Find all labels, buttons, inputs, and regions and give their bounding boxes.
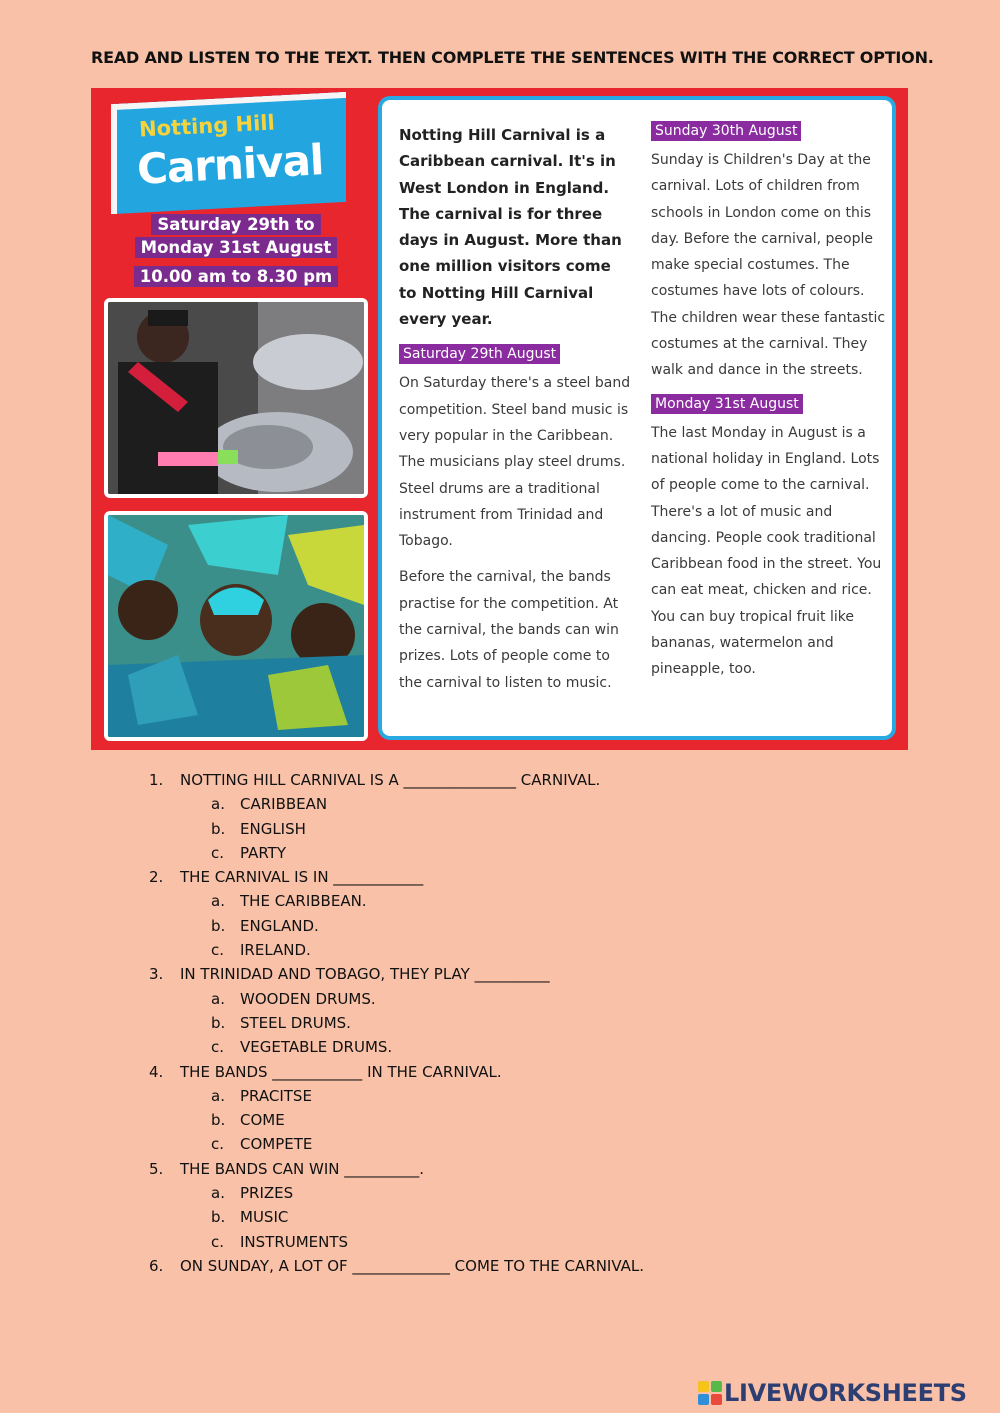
article-intro: Notting Hill Carnival is a Caribbean carnival. It's in West London in England. The carnival is for three days in August. More than one million visitors come to Notting Hill Carnival every year. [399, 126, 622, 329]
steel-drum-illustration [108, 302, 364, 494]
option-text: MUSIC [240, 1208, 289, 1227]
option-letter: a. [211, 989, 225, 1008]
question-text: ON SUNDAY, A LOT OF _____________ COME TO THE CARNIVAL. [180, 1256, 645, 1275]
option-letter: c. [211, 1135, 225, 1154]
question-text: THE BANDS CAN WIN __________. [180, 1159, 425, 1178]
option-item[interactable] [149, 1205, 644, 1229]
saturday-paragraph-1: On Saturday there's a steel band competition. Steel band music is very popular in the Caribbean. The musicians play steel drums. Steel drums are a traditional instrument from Trinidad and Tobago. [399, 375, 631, 550]
question-6 [149, 1254, 644, 1278]
option-item[interactable] [149, 1035, 644, 1059]
carnival-dates [131, 214, 341, 287]
logo-subtitle: Notting Hill [138, 110, 276, 142]
option-item[interactable] [149, 817, 644, 841]
option-item[interactable] [149, 1011, 644, 1035]
option-text: STEEL DRUMS. [240, 1013, 351, 1032]
option-item[interactable] [149, 1181, 644, 1205]
option-text: PRACITSE [240, 1086, 312, 1105]
option-letter: a. [211, 1086, 225, 1105]
option-item[interactable] [149, 792, 644, 816]
option-text: COMPETE [240, 1135, 313, 1154]
option-text: PRIZES [240, 1184, 294, 1203]
option-letter: a. [211, 795, 225, 814]
question-text: THE BANDS ____________ IN THE CARNIVAL. [180, 1062, 502, 1081]
sunday-heading: Sunday 30th August [651, 121, 801, 141]
option-letter: b. [211, 916, 226, 935]
option-text: ENGLISH [240, 819, 306, 838]
option-letter: b. [211, 1208, 226, 1227]
option-letter: c. [211, 1038, 225, 1057]
question-4 [149, 1060, 644, 1157]
costume-children-photo [104, 511, 368, 741]
monday-heading: Monday 31st August [651, 394, 803, 414]
question-number: 3. [149, 965, 164, 984]
carnival-poster [91, 88, 908, 750]
option-item[interactable] [149, 841, 644, 865]
date-line-1: Saturday 29th to [151, 214, 320, 235]
option-text: WOODEN DRUMS. [240, 989, 376, 1008]
option-letter: c. [211, 843, 225, 862]
option-item[interactable] [149, 1108, 644, 1132]
liveworksheets-brand: LIVEWORKSHEETS [724, 1379, 967, 1407]
option-letter: b. [211, 819, 226, 838]
option-text: CARIBBEAN [240, 795, 328, 814]
saturday-paragraph-2: Before the carnival, the bands practise for the competition. At the carnival, the bands can win prizes. Lots of people come to the carnival to listen to music. [399, 569, 619, 691]
option-text: INSTRUMENTS [240, 1232, 349, 1251]
option-item[interactable] [149, 1132, 644, 1156]
option-text: ENGLAND. [240, 916, 319, 935]
question-3 [149, 962, 644, 1059]
costume-illustration [108, 515, 364, 737]
question-text: THE CARNIVAL IS IN ____________ [180, 868, 424, 887]
question-2 [149, 865, 644, 962]
option-text: PARTY [240, 843, 287, 862]
option-item[interactable] [149, 1084, 644, 1108]
question-number: 6. [149, 1256, 164, 1275]
option-item[interactable] [149, 938, 644, 962]
steel-drum-photo [104, 298, 368, 498]
option-item[interactable] [149, 1230, 644, 1254]
option-text: COME [240, 1111, 285, 1130]
question-number: 2. [149, 868, 164, 887]
question-number: 5. [149, 1159, 164, 1178]
date-line-2: Monday 31st August [135, 237, 338, 258]
logo-title: Carnival [135, 135, 325, 194]
article-column-2 [651, 120, 887, 689]
question-1 [149, 768, 644, 865]
question-number: 4. [149, 1062, 164, 1081]
question-text: IN TRINIDAD AND TOBAGO, THEY PLAY __________ [180, 965, 550, 984]
option-item[interactable] [149, 987, 644, 1011]
question-list [149, 768, 644, 1278]
saturday-heading: Saturday 29th August [399, 344, 560, 364]
option-letter: b. [211, 1111, 226, 1130]
article-column-1 [399, 122, 633, 702]
option-text: VEGETABLE DRUMS. [240, 1038, 393, 1057]
liveworksheets-logo-icon [698, 1381, 722, 1405]
question-text: NOTTING HILL CARNIVAL IS A _______________ CARNIVAL. [180, 771, 601, 789]
option-letter: b. [211, 1013, 226, 1032]
option-item[interactable] [149, 889, 644, 913]
option-text: IRELAND. [240, 941, 311, 960]
option-item[interactable] [149, 914, 644, 938]
carnival-times: 10.00 am to 8.30 pm [134, 266, 338, 287]
article-text-box [378, 96, 896, 740]
instruction-heading: READ AND LISTEN TO THE TEXT. THEN COMPLETE THE SENTENCES WITH THE CORRECT OPTION. [91, 48, 934, 67]
option-letter: a. [211, 1184, 225, 1203]
monday-paragraph: The last Monday in August is a national holiday in England. Lots of people come to the carnival. There's a lot of music and dancing. People cook traditional Caribbean food in the street. You can eat meat, chicken and rice. You can buy tropical fruit like bananas, watermelon and pineapple, too. [651, 424, 882, 678]
sunday-paragraph: Sunday is Children's Day at the carnival. Lots of children from schools in London come on this day. Before the carnival, people make special costumes. The costumes have lots of colours. The children wear these fantastic costumes at the carnival. They walk and dance in the streets. [651, 152, 886, 379]
question-5 [149, 1157, 644, 1254]
option-letter: c. [211, 1232, 225, 1251]
option-text: THE CARIBBEAN. [240, 892, 367, 911]
option-letter: c. [211, 941, 225, 960]
liveworksheets-footer [698, 1375, 967, 1411]
question-number: 1. [149, 771, 164, 789]
option-letter: a. [211, 892, 225, 911]
